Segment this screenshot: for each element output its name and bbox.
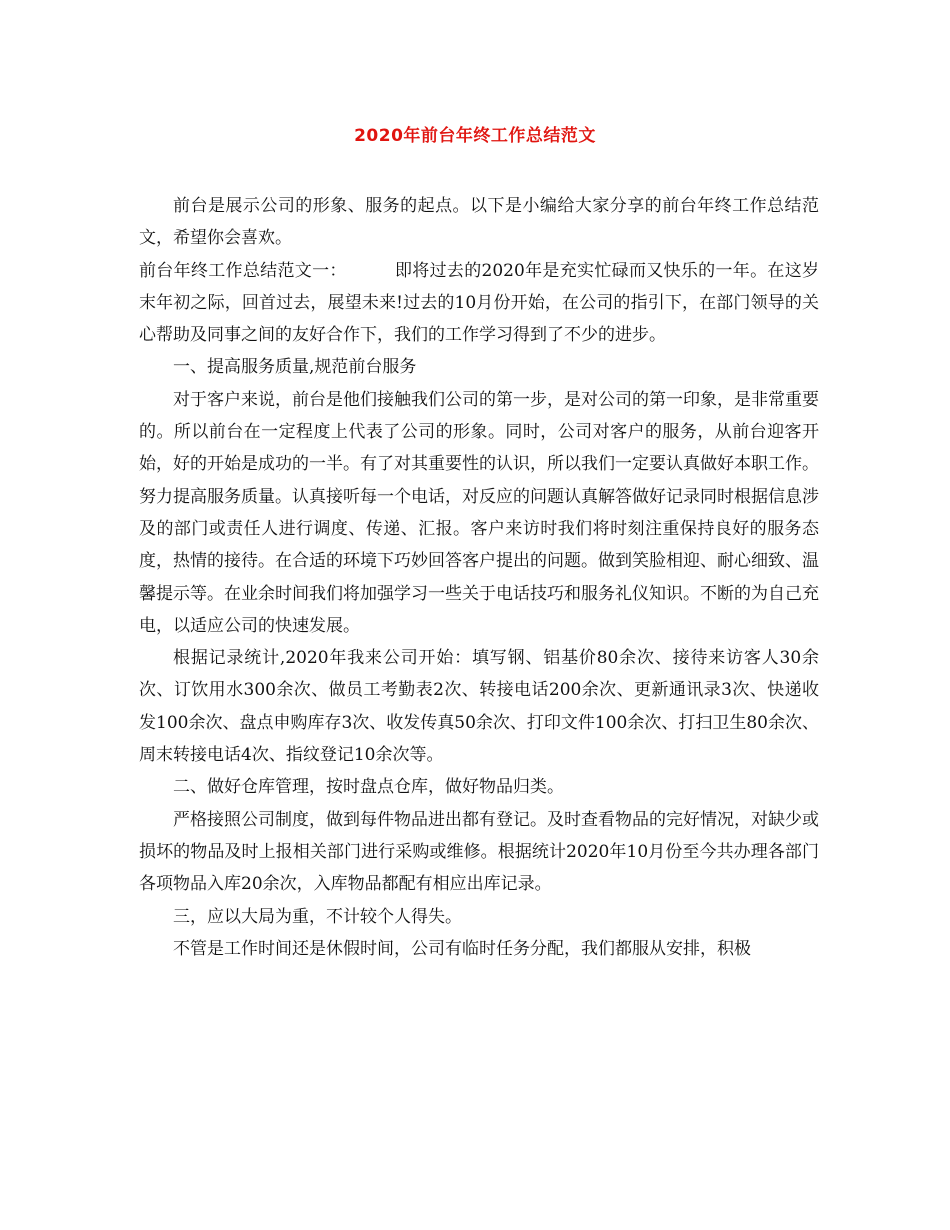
section-3-body: 不管是工作时间还是休假时间，公司有临时任务分配，我们都服从安排，积极 [173, 938, 751, 959]
opening-text: 即将过去的2020年是充实忙碌而又快乐的一年。在这岁末年初之际，回首过去，展望未来!过去的10月份开始，在公司的指引下，在部门领导的关心帮助及同事之间的友好合作下，我们的工作学习得到了不少的进步。 [139, 260, 820, 346]
section-2-body: 严格接照公司制度，做到每件物品进出都有登记。及时查看物品的完好情况，对缺少或损坏的物品及时上报相关部门进行采购或维修。根据统计2020年10月份至今共办理各部门各项物品入库20余次，入库物品都配有相应出库记录。 [139, 809, 819, 895]
intro-paragraph: 前台是展示公司的形象、服务的起点。以下是小编给大家分享的前台年终工作总结范文，希望你会喜欢。 [139, 196, 819, 249]
section-3-heading: 三，应以大局为重，不计较个人得失。 [173, 906, 462, 927]
section-2-heading: 二、做好仓库管理，按时盘点仓库，做好物品归类。 [173, 777, 564, 798]
document-body [139, 190, 819, 965]
section-1-heading: 一、提高服务质量,规范前台服务 [173, 357, 417, 378]
sample-heading: 前台年终工作总结范文一： [139, 260, 347, 281]
sample-paragraph [139, 255, 819, 352]
statistics-paragraph: 根据记录统计,2020年我来公司开始：填写钢、铝基价80余次、接待来访客人30余次、订饮用水300余次、做员工考勤表2次、转接电话200余次、更新通讯录3次、快递收发100余次、盘点申购库存3次、收发传真50余次、打印文件100余次、打扫卫生80余次、周末转接电话4次、指纹登记10余次等。 [139, 648, 819, 766]
section-1-body: 对于客户来说，前台是他们接触我们公司的第一步，是对公司的第一印象，是非常重要的。所以前台在一定程度上代表了公司的形象。同时，公司对客户的服务，从前台迎客开始，好的开始是成功的一半。有了对其重要性的认识，所以我们一定要认真做好本职工作。努力提高服务质量。认真接听每一个电话，对反应的问题认真解答做好记录同时根据信息涉及的部门或责任人进行调度、传递、汇报。客户来访时我们将时刻注重保持良好的服务态度，热情的接待。在合适的环境下巧妙回答客户提出的问题。做到笑脸相迎、耐心细致、温馨提示等。在业余时间我们将加强学习一些关于电话技巧和服务礼仪知识。不断的为自己充电，以适应公司的快速发展。 [139, 389, 819, 636]
document-title: 2020年前台年终工作总结范文 [354, 126, 596, 146]
